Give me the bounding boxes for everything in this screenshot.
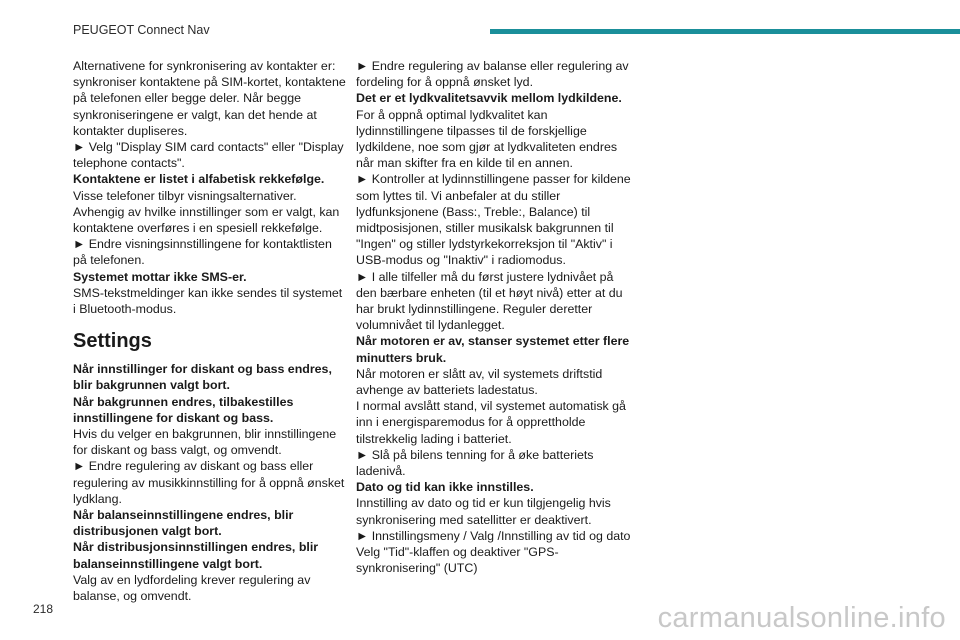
bold-statement: Dato og tid kan ikke innstilles. — [356, 480, 534, 495]
paragraph: Valg av en lydfordeling krever regulering av balanse, og omvendt. — [73, 572, 311, 604]
bold-statement: Når balanseinnstillingene endres, blir distribusjonen valgt bort. — [73, 508, 294, 539]
paragraph: ► Endre regulering av diskant og bass eller regulering av musikkinnstilling for å oppnå ønsket lydklang. — [73, 459, 345, 506]
bold-statement: Det er et lydkvalitetsavvik mellom lydkildene. — [356, 91, 622, 106]
paragraph: ► Endre regulering av balanse eller regulering av fordeling for å oppnå ønsket lyd. — [356, 59, 629, 90]
paragraph: For å oppnå optimal lydkvalitet kan lydinnstillingene tilpasses til de forskjellige lydkildene, noe som gjør at lydkvaliteten endres når man skifter fra en kilde til en annen. — [356, 107, 618, 171]
running-header-title: PEUGEOT Connect Nav — [73, 23, 210, 37]
bold-statement: Systemet mottar ikke SMS-er. — [73, 269, 247, 284]
paragraph: ► Kontroller at lydinnstillingene passer for kildene som lyttes til. Vi anbefaler at du stiller lydfunksjonene (Bass:, Treble:, Balance) til midtposisjonen, stiller musikalsk bakgrunnen til "Ingen" og stiller lydstyrkekorreksjon til "Aktiv" i USB-modus og "Inaktiv" i radiomodus. — [356, 172, 631, 268]
paragraph: ► I alle tilfeller må du først justere lydnivået på den bærbare enheten (til et høyt nivå) etter at du har brukt lydinnstillingene. Reguler deretter volumnivået til lydanlegget. — [356, 269, 623, 333]
watermark: carmanualsonline.info — [657, 602, 946, 634]
paragraph: ► Slå på bilens tenning for å øke batteriets ladenivå. — [356, 447, 594, 479]
right-text-column — [356, 58, 631, 577]
paragraph: Hvis du velger en bakgrunnen, blir innstillingene for diskant og bass valgt, og omvendt. — [73, 427, 337, 458]
paragraph: SMS-tekstmeldinger kan ikke sendes til systemet i Bluetooth-modus. — [73, 285, 343, 317]
page-number: 218 — [33, 602, 54, 616]
paragraph: ► Endre visningsinnstillingene for kontaktlisten på telefonen. — [73, 237, 332, 268]
paragraph: I normal avslått stand, vil systemet automatisk gå inn i energisparemodus for å opprettholde tilstrekkelig lading i batteriet. — [356, 399, 626, 446]
paragraph: Visse telefoner tilbyr visningsalternativer. Avhengig av hvilke innstillinger som er valgt, kan kontaktene overføres i en spesiell rekkefølge. — [73, 188, 340, 236]
bold-statement: Kontaktene er listet i alfabetisk rekkefølge. — [73, 172, 325, 187]
bold-statement: Når innstillinger for diskant og bass endres, blir bakgrunnen valgt bort. — [73, 362, 332, 393]
bold-statement: Når distribusjonsinnstillingen endres, blir balanseinnstillingene valgt bort. — [73, 540, 319, 571]
paragraph: ► Velg "Display SIM card contacts" eller "Display telephone contacts". — [73, 140, 344, 171]
paragraph: Innstilling av dato og tid er kun tilgjengelig hvis synkronisering med satellitter er deaktivert. — [356, 496, 611, 527]
paragraph: Alternativene for synkronisering av kontakter er: synkroniser kontaktene på SIM-kortet, kontaktene på telefonen eller begge deler. Når begge synkroniseringene er valgt, kan det hende at kontakter dupliseres. — [73, 59, 346, 138]
section-heading: Settings — [73, 330, 152, 353]
bold-statement: Når bakgrunnen endres, tilbakestilles innstillingene for diskant og bass. — [73, 394, 294, 425]
header-accent-bar — [490, 29, 960, 34]
bold-statement: Når motoren er av, stanser systemet etter flere minutters bruk. — [356, 334, 630, 365]
paragraph: ► Innstillingsmeny / Valg /Innstilling av tid og dato Velg "Tid"-klaffen og deaktiver "GPS-synkronisering" (UTC) — [356, 528, 631, 576]
left-text-column — [73, 58, 348, 604]
paragraph: Når motoren er slått av, vil systemets driftstid avhenge av batteriets ladestatus. — [356, 366, 603, 398]
